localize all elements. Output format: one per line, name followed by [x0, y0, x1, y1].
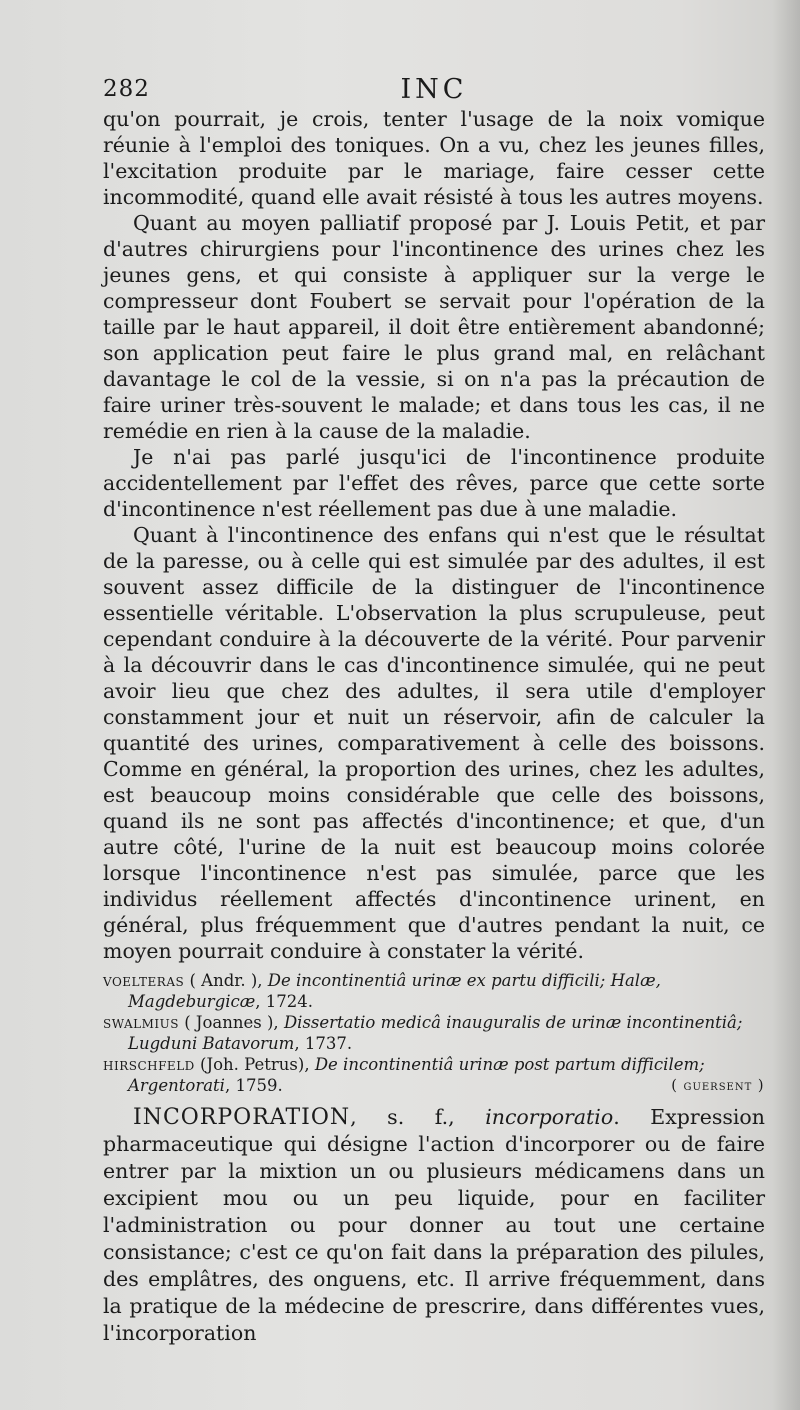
paragraph: Je n'ai pas parlé jusqu'ici de l'incontinence produite accidentellement par l'effet des rêves, parce que cette sorte d'incontinence n'est réellement pas due à une maladie. — [103, 445, 765, 521]
author-signature: ( guersent ) — [671, 1078, 765, 1094]
reference-detail: ( Andr. ), — [184, 971, 268, 990]
entry-paragraph — [103, 1104, 765, 1347]
reference-title: De incontinentiâ urinæ ex partu difficili; Halæ, Magdeburgicæ — [128, 971, 661, 1011]
reference-detail: ( Joannes ), — [178, 1013, 284, 1032]
text-column — [103, 72, 765, 1347]
reference-year: , 1737. — [294, 1034, 353, 1053]
page-header — [103, 72, 765, 106]
reference-detail: (Joh. Petrus), — [194, 1055, 315, 1074]
reference-author: swalmius — [103, 1013, 179, 1032]
reference-title: De incontinentiâ urinæ post partum difficilem; Argentorati — [128, 1055, 705, 1095]
entry-grammar: , s. f., — [350, 1105, 486, 1129]
reference-author: voelteras — [103, 971, 185, 990]
entry-headword: INCORPORATION — [133, 1105, 351, 1130]
reference-item — [103, 970, 765, 1012]
body-text — [103, 106, 765, 964]
reference-item — [103, 1012, 765, 1054]
reference-year: , 1759. — [224, 1076, 283, 1095]
reference-title: Dissertatio medicâ inauguralis de urinæ incontinentiâ; Lugduni Batavorum — [128, 1013, 743, 1053]
page-gutter-shadow — [772, 0, 800, 1410]
paragraph: qu'on pourrait, je crois, tenter l'usage de la noix vomique réunie à l'emploi des toniques. On a vu, chez les jeunes filles, l'excitation produite par le mariage, faire cesser cette incommodité, quand elle avait résisté à tous les autres moyens. — [103, 107, 765, 209]
running-head: INC — [400, 74, 468, 105]
bibliography — [103, 970, 765, 1096]
entry-latin: incorporatio — [485, 1105, 614, 1129]
dictionary-entry — [103, 1104, 765, 1347]
entry-text: . Expression pharmaceutique qui désigne l'action d'incorporer ou de faire entrer par la mixtion un ou plusieurs médicamens dans un excipient mou ou un peu liquide, pour en faciliter l'administration ou pour donner au tout une certaine consistance; c'est ce qu'on fait dans la préparation des pilules, des emplâtres, des onguens, etc. Il arrive fréquemment, dans la pratique de la médecine de prescrire, dans différentes vues, l'incorporation — [103, 1105, 765, 1345]
paragraph: Quant à l'incontinence des enfans qui n'est que le résultat de la paresse, ou à celle qui est simulée par des adultes, il est souvent assez difficile de la distinguer de l'incontinence essentielle véritable. L'observation la plus scrupuleuse, peut cependant conduire à la découverte de la vérité. Pour parvenir à la découvrir dans le cas d'incontinence simulée, qui ne peut avoir lieu que chez des adultes, il sera utile d'employer constamment jour et nuit un réservoir, afin de calculer la quantité des urines, comparativement à celle des boissons. Comme en général, la proportion des urines, chez les adultes, est beaucoup moins considérable que celle des boissons, quand ils ne sont pas affectés d'incontinence; et que, d'un autre côté, l'urine de la nuit est beaucoup moins colorée lorsque l'incontinence n'est pas simulée, parce que les individus réellement affectés d'incontinence urinent, en général, plus fréquemment que d'autres pendant la nuit, ce moyen pourrait conduire à constater la vérité. — [103, 523, 765, 963]
reference-item — [103, 1054, 765, 1096]
reference-author: hirschfeld — [103, 1055, 195, 1074]
page-number: 282 — [103, 76, 150, 102]
paragraph: Quant au moyen palliatif proposé par J. Louis Petit, et par d'autres chirurgiens pour l'incontinence des urines chez les jeunes gens, et qui consiste à appliquer sur la verge le compresseur dont Foubert se servait pour l'opération de la taille par le haut appareil, il doit être entièrement abandonné; son application peut faire le plus grand mal, en relâchant davantage le col de la vessie, si on n'a pas la précaution de faire uriner très-souvent le malade; et dans tous les cas, il ne remédie en rien à la cause de la maladie. — [103, 211, 765, 443]
reference-year: , 1724. — [255, 992, 314, 1011]
